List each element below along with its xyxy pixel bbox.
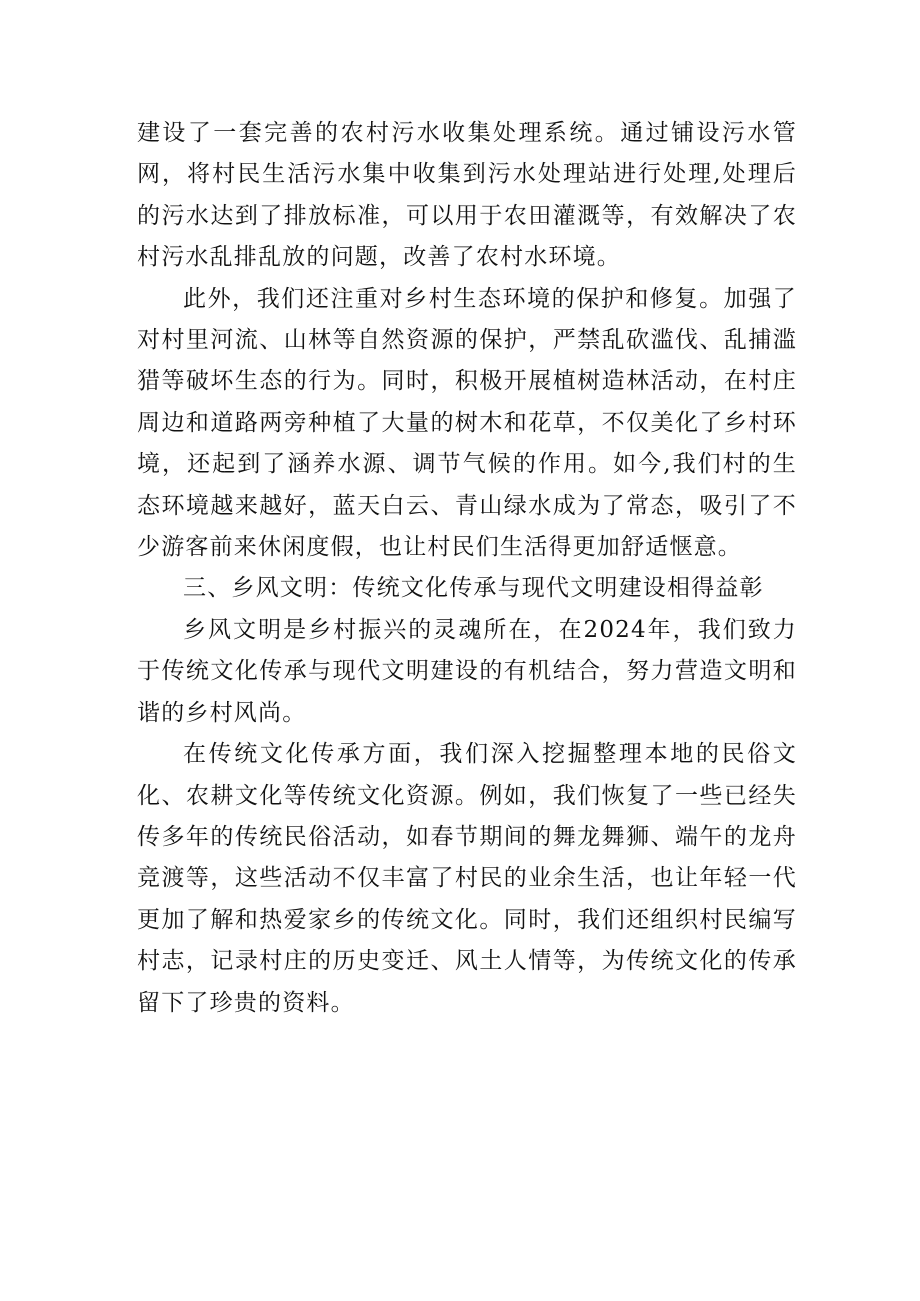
paragraph-rural-civilization-intro: 乡风文明是乡村振兴的灵魂所在，在2024年，我们致力于传统文化传承与现代文明建设的有机结合，努力营造文明和谐的乡村风尚。: [137, 616, 797, 726]
document-body: [137, 113, 797, 1024]
paragraph-ecological-protection: 此外，我们还注重对乡村生态环境的保护和修复。加强了对村里河流、山林等自然资源的保护，严禁乱砍滥伐、乱捕滥猎等破坏生态的行为。同时，积极开展植树造林活动，在村庄周边和道路两旁种植了大量的树木和花草，不仅美化了乡村环境，还起到了涵养水源、调节气候的作用。如今,我们村的生态环境越来越好，蓝天白云、青山绿水成为了常态，吸引了不少游客前来休闲度假，也让村民们生活得更加舒适惬意。: [137, 285, 797, 561]
section-heading-rural-civilization: 三、乡风文明：传统文化传承与现代文明建设相得益彰: [183, 575, 764, 602]
paragraph-sewage-system: 建设了一套完善的农村污水收集处理系统。通过铺设污水管网，将村民生活污水集中收集到污水处理站进行处理,处理后的污水达到了排放标准，可以用于农田灌溉等，有效解决了农村污水乱排乱放的问题，改善了农村水环境。: [137, 120, 797, 271]
paragraph-traditional-culture: 在传统文化传承方面，我们深入挖掘整理本地的民俗文化、农耕文化等传统文化资源。例如，我们恢复了一些已经失传多年的传统民俗活动，如春节期间的舞龙舞狮、端午的龙舟竞渡等，这些活动不仅丰富了村民的业余生活，也让年轻一代更加了解和热爱家乡的传统文化。同时，我们还组织村民编写村志，记录村庄的历史变迁、风土人情等，为传统文化的传承留下了珍贵的资料。: [137, 741, 797, 1016]
